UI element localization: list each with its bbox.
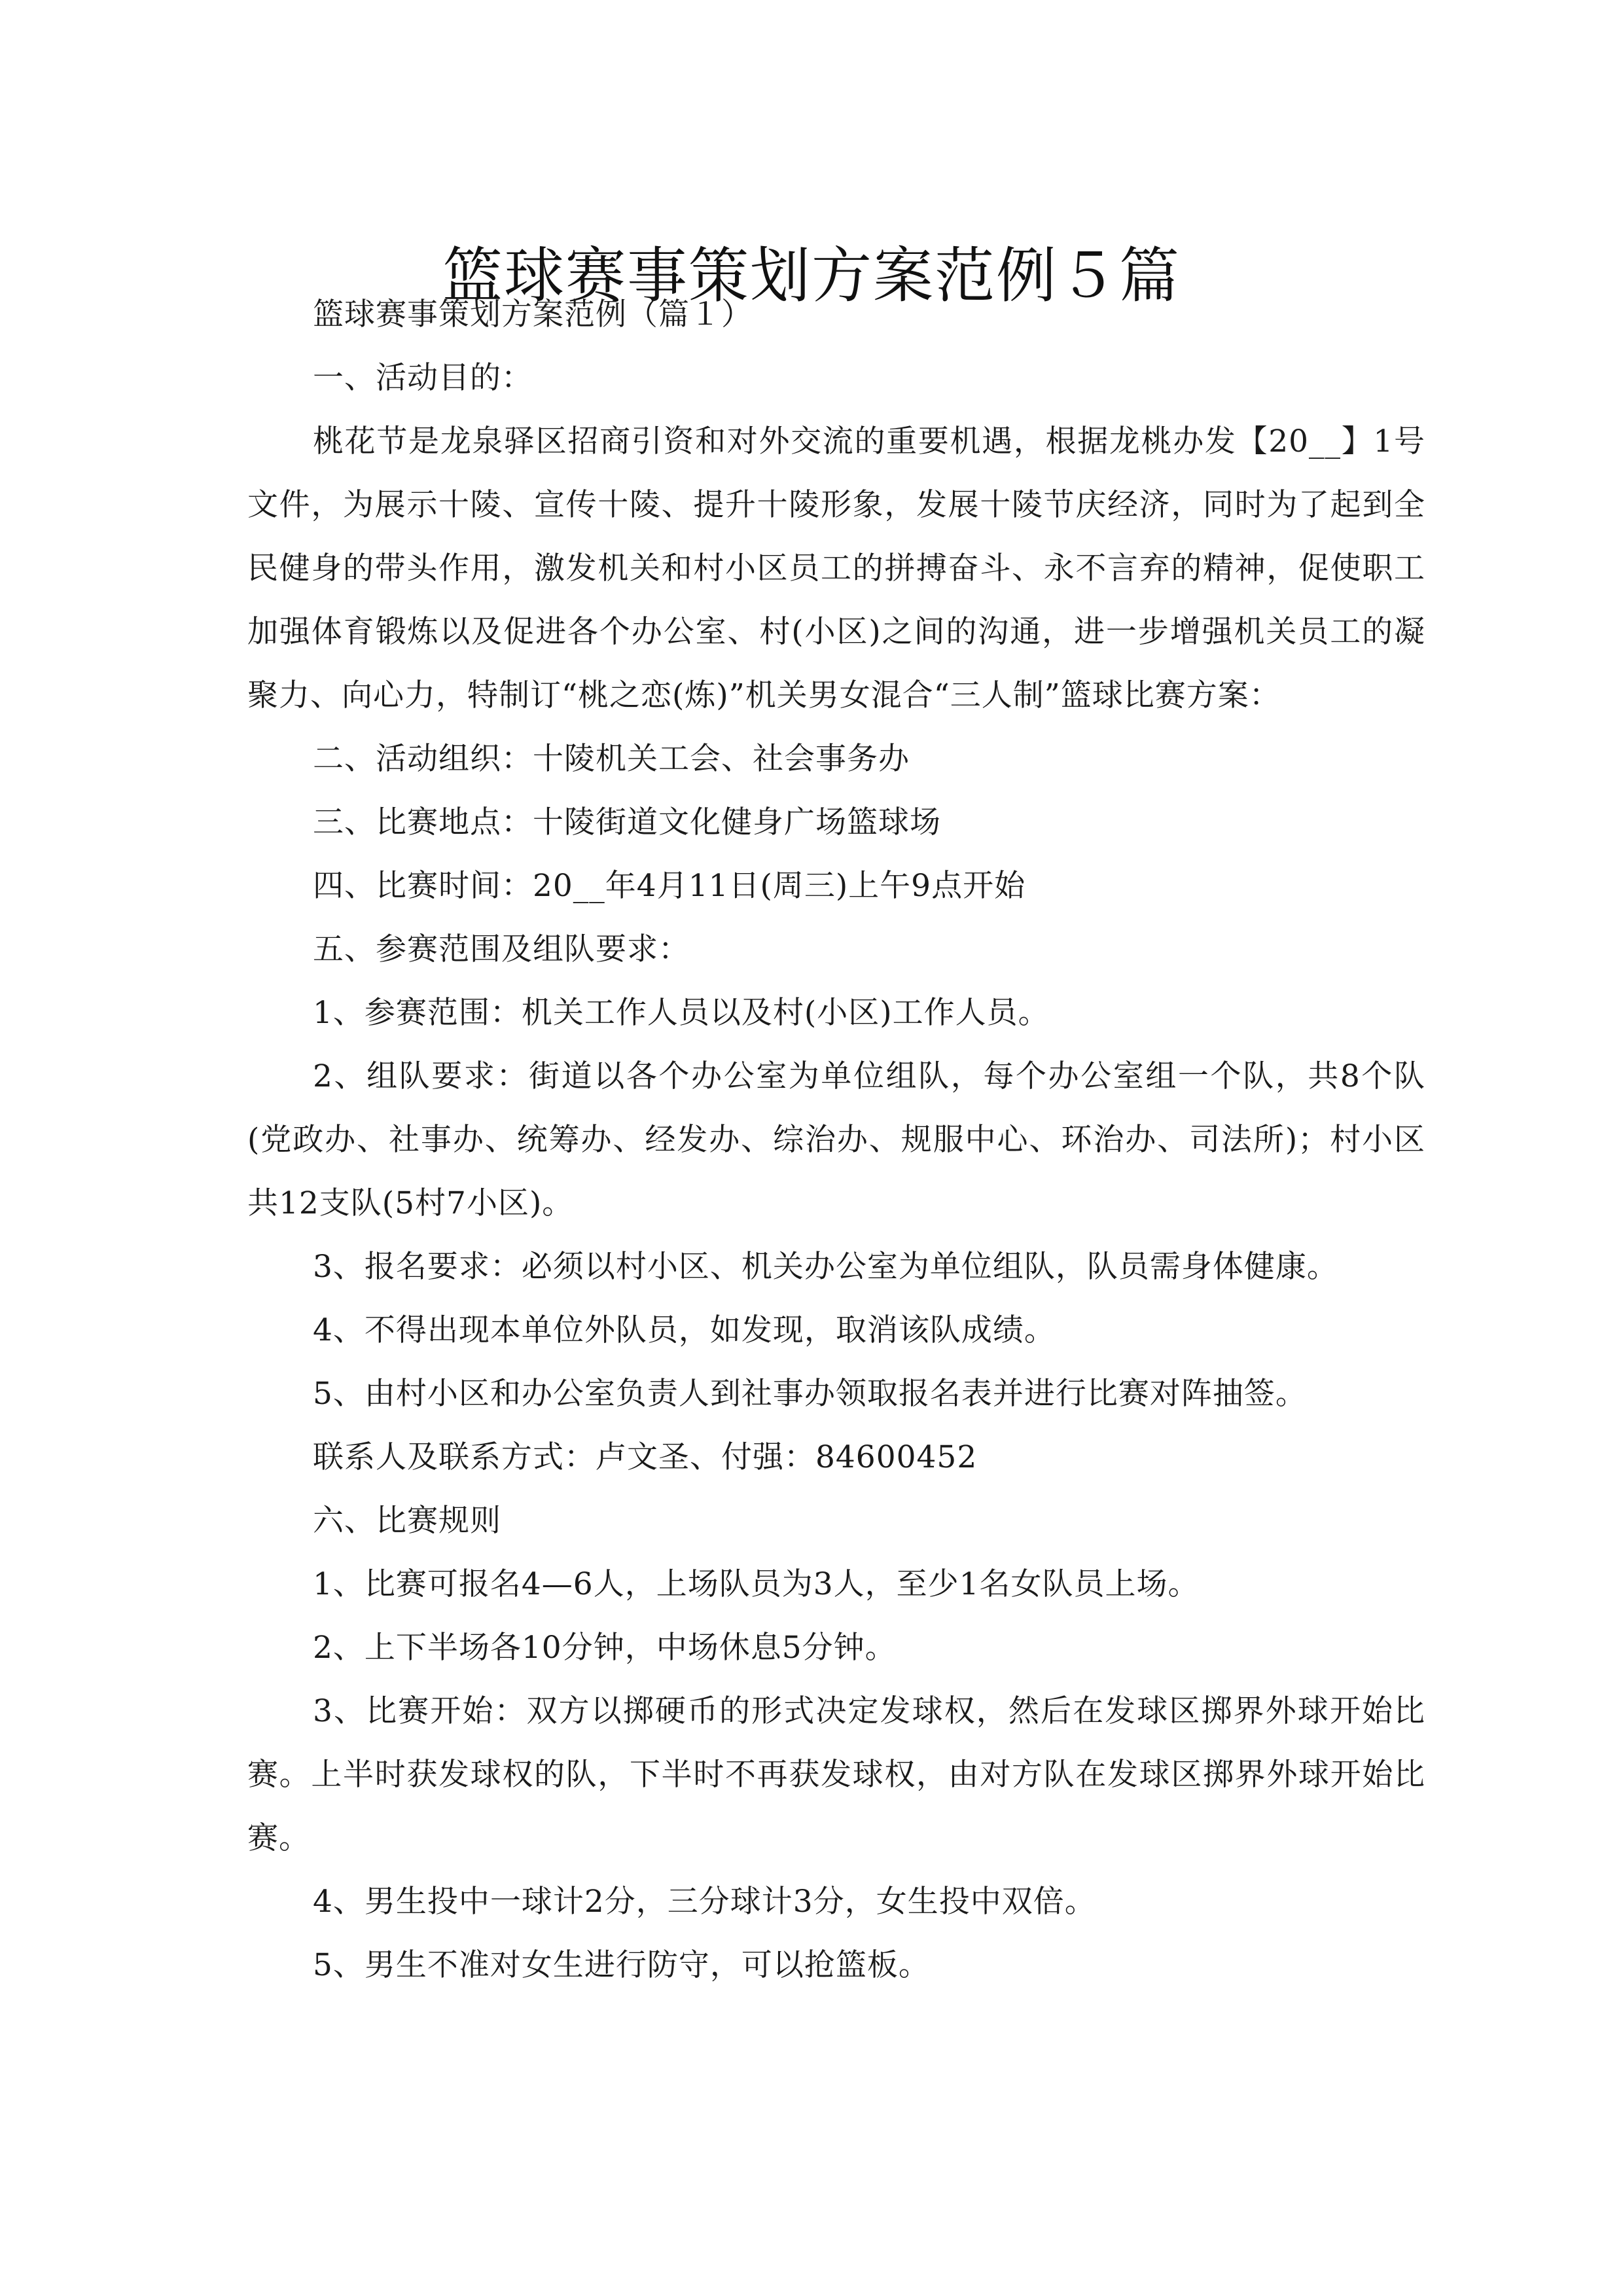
list-item: 4、男生投中一球计2分，三分球计3分，女生投中双倍。 — [313, 1884, 1096, 1920]
list-item: 4、不得出现本单位外队员，如发现，取消该队成绩。 — [313, 1312, 1056, 1348]
list-item: 2、组队要求：街道以各个办公室为单位组队，每个办公室组一个队，共8个队(党政办、社事办、统筹办、经发办、综治办、规服中心、环治办、司法所)；村小区共12支队(5村7小区)。 — [247, 1058, 1425, 1221]
document-title: 篮球赛事策划方案范例５篇 — [442, 240, 1181, 311]
paragraph-organizer: 二、活动组织：十陵机关工会、社会事务办 — [313, 741, 910, 777]
heading-participation: 五、参赛范围及组队要求： — [313, 931, 690, 967]
list-item: 1、比赛可报名4—6人，上场队员为3人，至少1名女队员上场。 — [313, 1566, 1200, 1602]
paragraph-purpose: 桃花节是龙泉驿区招商引资和对外交流的重要机遇，根据龙桃办发【20__】1号文件，为展示十陵、宣传十陵、提升十陵形象，发展十陵节庆经济，同时为了起到全民健身的带头作用，激发机关和村小区员工的拼搏奋斗、永不言弃的精神，促使职工加强体育锻炼以及促进各个办公室、村(小区)之间的沟通，进一步增强机关员工的凝聚力、向心力，特制订“桃之恋(炼)”机关男女混合“三人制”篮球比赛方案： — [247, 423, 1425, 713]
list-item: 3、报名要求：必须以村小区、机关办公室为单位组队，队员需身体健康。 — [313, 1249, 1338, 1285]
list-item: 5、男生不准对女生进行防守，可以抢篮板。 — [313, 1947, 930, 1983]
paragraph-venue: 三、比赛地点：十陵街道文化健身广场篮球场 — [313, 804, 941, 840]
list-item: 2、上下半场各10分钟，中场休息5分钟。 — [313, 1630, 897, 1666]
section-heading: 篮球赛事策划方案范例（篇１） — [313, 296, 753, 332]
list-item: 3、比赛开始：双方以掷硬币的形式决定发球权，然后在发球区掷界外球开始比赛。上半时获发球权的队，下半时不再获发球权，由对方队在发球区掷界外球开始比赛。 — [247, 1693, 1425, 1856]
list-item: 5、由村小区和办公室负责人到社事办领取报名表并进行比赛对阵抽签。 — [313, 1376, 1307, 1412]
heading-rules: 六、比赛规则 — [313, 1503, 501, 1539]
document-body — [247, 283, 1425, 1997]
paragraph-time: 四、比赛时间：20__年4月11日(周三)上午9点开始 — [313, 868, 1026, 904]
heading-activity-purpose: 一、活动目的： — [313, 360, 533, 396]
list-item: 1、参赛范围：机关工作人员以及村(小区)工作人员。 — [313, 995, 1050, 1031]
paragraph-contact: 联系人及联系方式：卢文圣、付强：84600452 — [313, 1439, 978, 1475]
